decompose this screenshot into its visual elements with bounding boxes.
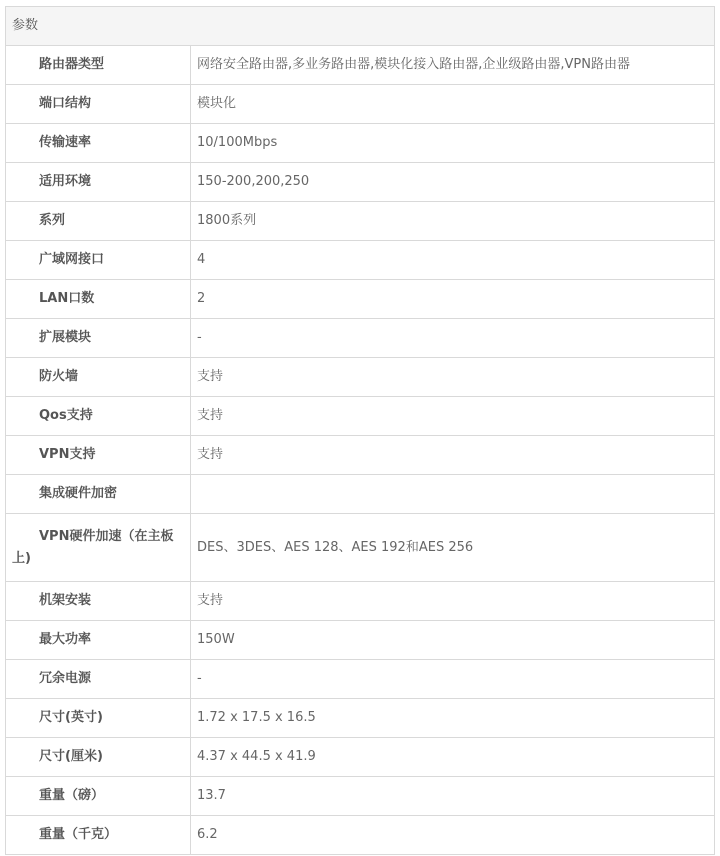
- spec-table: [5, 6, 715, 855]
- spec-key: 尺寸(厘米): [6, 738, 191, 777]
- table-row: [6, 319, 715, 358]
- spec-value: -: [191, 319, 715, 358]
- table-row: [6, 202, 715, 241]
- spec-value: 4: [191, 241, 715, 280]
- table-row: [6, 738, 715, 777]
- spec-value: 模块化: [191, 85, 715, 124]
- spec-key: 端口结构: [6, 85, 191, 124]
- spec-key: LAN口数: [6, 280, 191, 319]
- table-row: [6, 699, 715, 738]
- table-row: [6, 397, 715, 436]
- table-row: [6, 582, 715, 621]
- spec-value: 150W: [191, 621, 715, 660]
- spec-value: 支持: [191, 436, 715, 475]
- table-row: [6, 816, 715, 855]
- spec-key: Qos支持: [6, 397, 191, 436]
- table-row: [6, 621, 715, 660]
- spec-key: 路由器类型: [6, 46, 191, 85]
- table-header-row: [6, 7, 715, 46]
- spec-value: -: [191, 660, 715, 699]
- spec-value: 1800系列: [191, 202, 715, 241]
- spec-key: 集成硬件加密: [6, 475, 191, 514]
- table-row: [6, 358, 715, 397]
- table-row: [6, 777, 715, 816]
- spec-value: 支持: [191, 358, 715, 397]
- spec-key: 重量（千克）: [6, 816, 191, 855]
- table-row: [6, 241, 715, 280]
- table-row: [6, 163, 715, 202]
- spec-value: [191, 475, 715, 514]
- table-header: 参数: [6, 7, 715, 46]
- spec-key: VPN硬件加速（在主板上): [6, 514, 191, 582]
- spec-key: 防火墙: [6, 358, 191, 397]
- spec-value: 13.7: [191, 777, 715, 816]
- table-row: [6, 85, 715, 124]
- spec-value: 6.2: [191, 816, 715, 855]
- table-row: [6, 475, 715, 514]
- spec-value: 网络安全路由器,多业务路由器,模块化接入路由器,企业级路由器,VPN路由器: [191, 46, 715, 85]
- table-row: [6, 436, 715, 475]
- spec-key: 系列: [6, 202, 191, 241]
- spec-value: 2: [191, 280, 715, 319]
- spec-value: 150-200,200,250: [191, 163, 715, 202]
- spec-key: 扩展模块: [6, 319, 191, 358]
- table-row: [6, 514, 715, 582]
- spec-value: 10/100Mbps: [191, 124, 715, 163]
- table-row: [6, 46, 715, 85]
- spec-key: 重量（磅）: [6, 777, 191, 816]
- spec-value: 支持: [191, 582, 715, 621]
- spec-key: 冗余电源: [6, 660, 191, 699]
- table-row: [6, 124, 715, 163]
- spec-key: VPN支持: [6, 436, 191, 475]
- table-row: [6, 280, 715, 319]
- spec-key: 广域网接口: [6, 241, 191, 280]
- spec-value: 4.37 x 44.5 x 41.9: [191, 738, 715, 777]
- spec-value: 支持: [191, 397, 715, 436]
- spec-key: 尺寸(英寸): [6, 699, 191, 738]
- spec-key: 适用环境: [6, 163, 191, 202]
- table-row: [6, 660, 715, 699]
- spec-key: 传输速率: [6, 124, 191, 163]
- spec-key: 最大功率: [6, 621, 191, 660]
- spec-value: DES、3DES、AES 128、AES 192和AES 256: [191, 514, 715, 582]
- spec-key: 机架安装: [6, 582, 191, 621]
- spec-value: 1.72 x 17.5 x 16.5: [191, 699, 715, 738]
